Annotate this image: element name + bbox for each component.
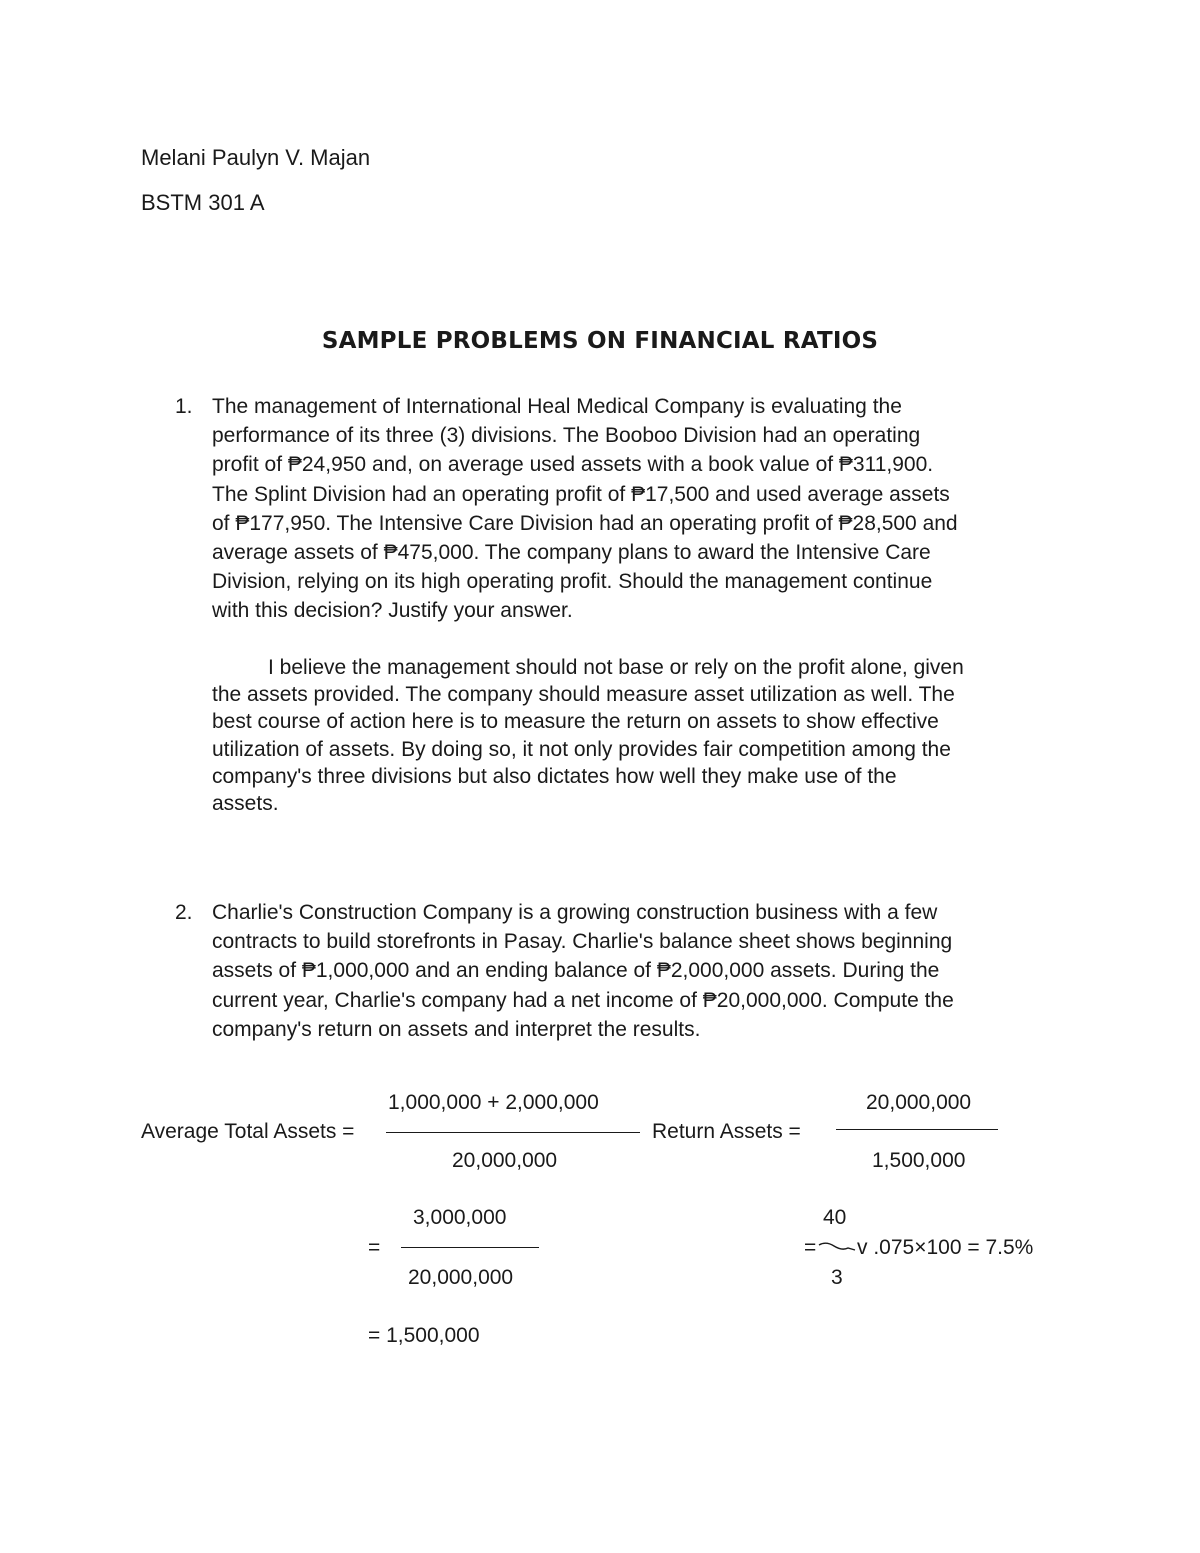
answer-line: utilization of assets. By doing so, it not only provides fair competition among the [212, 737, 951, 761]
ata-denominator: 20,000,000 [452, 1149, 558, 1172]
problem-line: performance of its three (3) divisions. The Booboo Division had an operating [212, 424, 921, 448]
problem-line: The management of International Heal Medical Company is evaluating the [212, 395, 902, 418]
ata-step-denominator: 20,000,000 [408, 1266, 514, 1289]
ata-numerator: 1,000,000 + 2,000,000 [388, 1091, 599, 1114]
problem-line: contracts to build storefronts in Pasay. Charlie's balance sheet shows beginning [212, 930, 953, 954]
course-section: BSTM 301 A [141, 190, 265, 215]
ata-step-fraction-bar [401, 1247, 539, 1248]
problem-1-number: 1. [175, 395, 193, 418]
roa-fraction-bar [836, 1129, 998, 1130]
problem-2-number: 2. [175, 901, 193, 924]
problem-line: Charlie's Construction Company is a growing construction business with a few [212, 901, 938, 924]
problem-1-text [212, 392, 1092, 626]
ata-result: = 1,500,000 [368, 1324, 480, 1347]
problem-line: profit of ₱24,950 and, on average used assets with a book value of ₱311,900. [212, 453, 934, 477]
ata-step-numerator: 3,000,000 [413, 1206, 507, 1229]
problem-2-text [212, 898, 1092, 1044]
problem-1-answer [212, 654, 1072, 817]
ata-label: Average Total Assets = [141, 1120, 355, 1143]
roa-step-equals: = [804, 1236, 817, 1259]
roa-step-result: v .075×100 = 7.5% [857, 1236, 1034, 1259]
answer-line: best course of action here is to measure the return on assets to show effective [212, 710, 939, 734]
ata-step-equals: = [368, 1236, 381, 1259]
answer-line: I believe the management should not base or rely on the profit alone, given [268, 656, 964, 679]
answer-line: the assets provided. The company should measure asset utilization as well. The [212, 683, 955, 707]
problem-line: with this decision? Justify your answer. [212, 599, 573, 623]
student-name: Melani Paulyn V. Majan [141, 145, 371, 170]
roa-step-fraction-bar [818, 1240, 856, 1254]
problem-line: current year, Charlie's company had a net income of ₱20,000,000. Compute the [212, 988, 954, 1012]
problem-line: Division, relying on its high operating profit. Should the management continue [212, 570, 933, 594]
roa-step-numerator: 40 [823, 1206, 847, 1229]
page-title: SAMPLE PROBLEMS ON FINANCIAL RATIOS [321, 328, 879, 354]
roa-step-denominator: 3 [831, 1266, 843, 1289]
roa-label: Return Assets = [652, 1120, 801, 1143]
roa-numerator: 20,000,000 [866, 1091, 972, 1114]
answer-line: assets. [212, 792, 279, 816]
roa-denominator: 1,500,000 [872, 1149, 966, 1172]
problem-line: The Splint Division had an operating profit of ₱17,500 and used average assets [212, 482, 950, 506]
problem-line: average assets of ₱475,000. The company plans to award the Intensive Care [212, 541, 931, 565]
answer-line: company's three divisions but also dictates how well they make use of the [212, 764, 897, 788]
problem-line: company's return on assets and interpret the results. [212, 1017, 701, 1041]
ata-fraction-bar [386, 1132, 640, 1133]
problem-line: of ₱177,950. The Intensive Care Division had an operating profit of ₱28,500 and [212, 511, 958, 535]
problem-line: assets of ₱1,000,000 and an ending balance of ₱2,000,000 assets. During the [212, 959, 940, 983]
